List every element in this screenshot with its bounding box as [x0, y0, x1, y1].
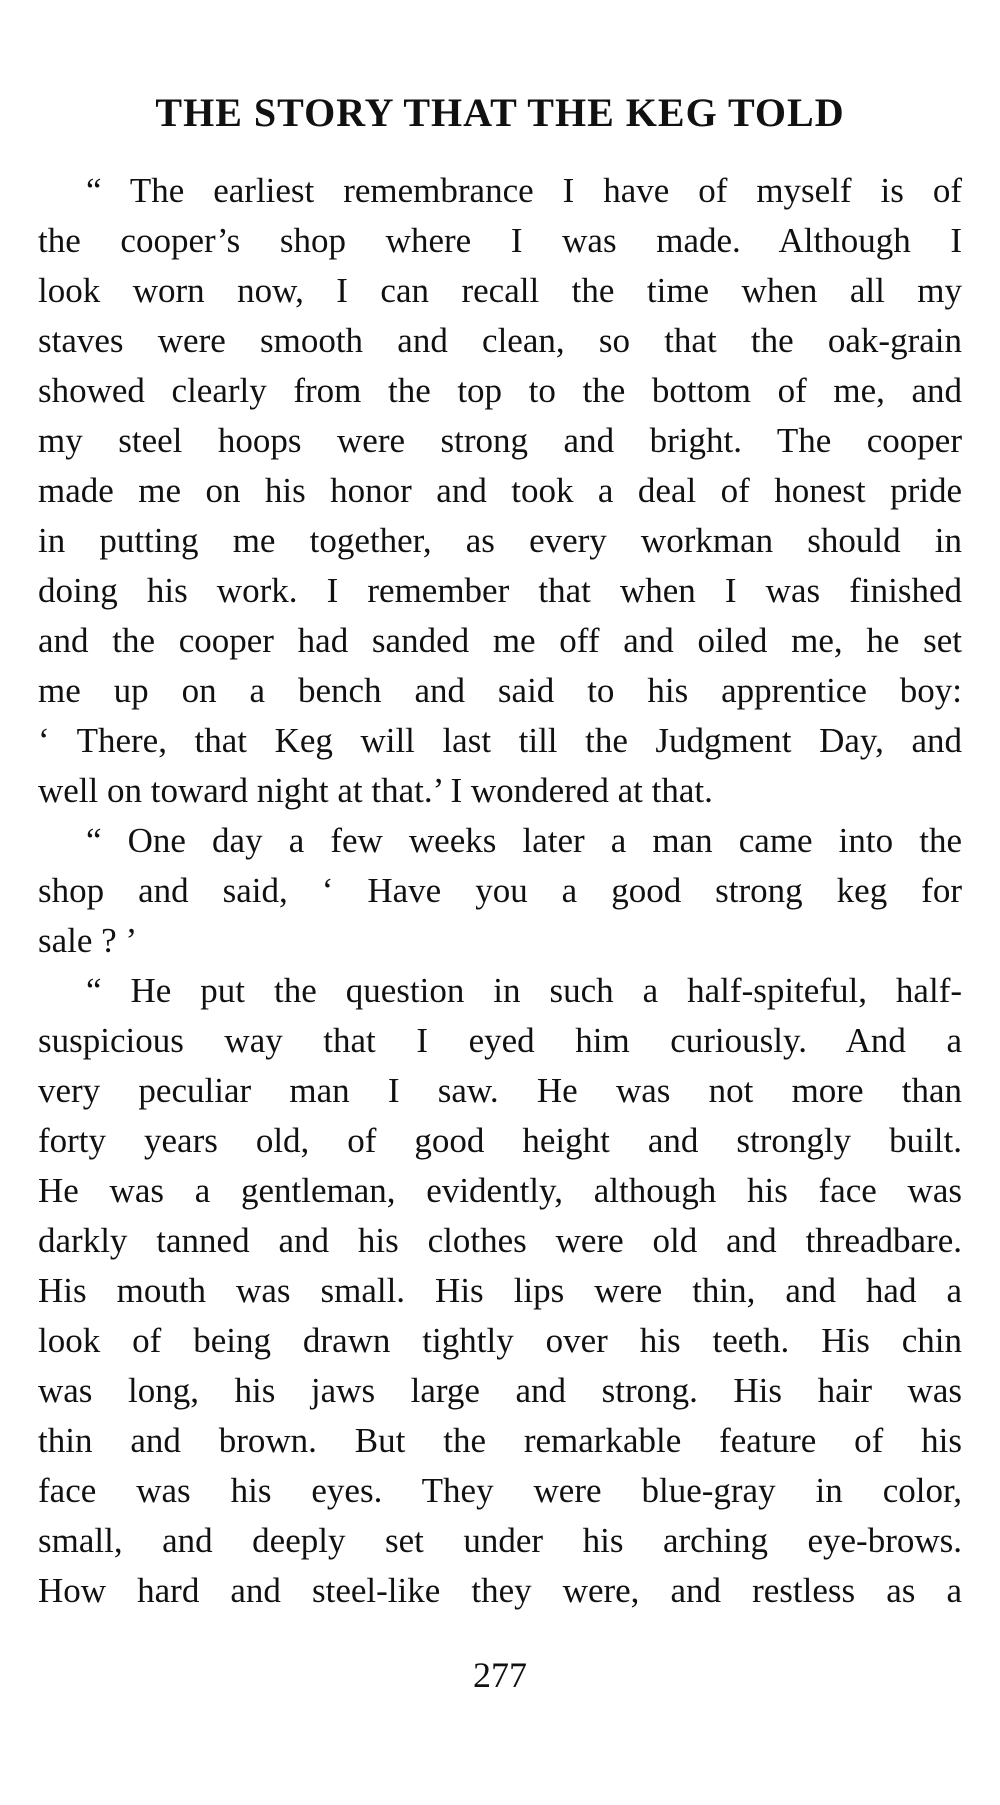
text-line: face was his eyes. They were blue-gray in color, — [38, 1471, 962, 1510]
text-line: thin and brown. But the remarkable feature of his — [38, 1421, 962, 1460]
text-line: very peculiar man I saw. He was not more than — [38, 1071, 962, 1110]
text-line: darkly tanned and his clothes were old and threadbare. — [38, 1221, 962, 1260]
text-line: the cooper’s shop where I was made. Although I — [38, 221, 962, 260]
text-line: my steel hoops were strong and bright. The cooper — [38, 421, 962, 460]
text-line: sale ? ’ — [38, 921, 138, 960]
text-line: staves were smooth and clean, so that the oak-grain — [38, 321, 962, 360]
text-line: look of being drawn tightly over his teeth. His chin — [38, 1321, 962, 1360]
text-line: His mouth was small. His lips were thin, and had a — [38, 1271, 962, 1310]
text-line: me up on a bench and said to his apprentice boy: — [38, 671, 962, 710]
text-line: “ He put the question in such a half-spiteful, half- — [86, 971, 962, 1010]
text-line: made me on his honor and took a deal of honest pride — [38, 471, 962, 510]
text-line: “ The earliest remembrance I have of myself is of — [86, 171, 962, 210]
text-line: small, and deeply set under his arching eye-brows. — [38, 1521, 962, 1560]
text-line: shop and said, ‘ Have you a good strong keg for — [38, 871, 962, 910]
text-line: ‘ There, that Keg will last till the Judgment Day, and — [38, 721, 962, 760]
text-line: How hard and steel-like they were, and restless as a — [38, 1571, 962, 1610]
text-line: “ One day a few weeks later a man came into the — [86, 821, 962, 860]
page-number: 277 — [473, 1655, 527, 1695]
text-line: forty years old, of good height and strongly built. — [38, 1121, 962, 1160]
text-line: in putting me together, as every workman should in — [38, 521, 962, 560]
text-line: showed clearly from the top to the bottom of me, and — [38, 371, 962, 410]
text-line: look worn now, I can recall the time when all my — [38, 271, 962, 310]
body-text — [38, 166, 962, 1616]
text-line: He was a gentleman, evidently, although his face was — [38, 1171, 962, 1210]
text-line: was long, his jaws large and strong. His hair was — [38, 1371, 962, 1410]
text-line: doing his work. I remember that when I was finished — [38, 571, 962, 610]
text-line: well on toward night at that.’ I wondered at that. — [38, 771, 713, 810]
chapter-title: THE STORY THAT THE KEG TOLD — [155, 90, 845, 135]
text-line: suspicious way that I eyed him curiously. And a — [38, 1021, 962, 1060]
text-line: and the cooper had sanded me off and oiled me, he set — [38, 621, 962, 660]
